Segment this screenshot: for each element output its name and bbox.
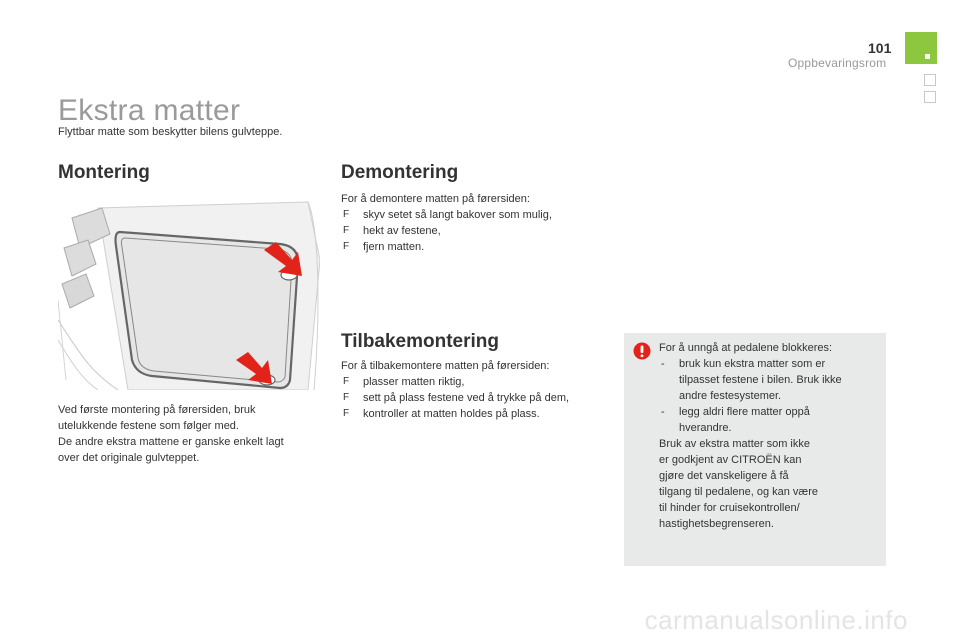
list-item: F fjern matten. bbox=[343, 241, 425, 253]
text-line: gjøre det vanskeligere å få bbox=[659, 470, 789, 482]
text-line: over det originale gulvteppet. bbox=[58, 452, 200, 464]
warning-text bbox=[659, 340, 879, 532]
section-marker-empty bbox=[924, 91, 936, 103]
demontering-text bbox=[341, 191, 611, 255]
bullet-icon: F bbox=[343, 392, 350, 403]
section-marker-empty bbox=[924, 74, 936, 86]
text-line: tilgang til pedalene, og kan være bbox=[659, 486, 818, 498]
heading-demontering: Demontering bbox=[341, 162, 459, 183]
list-item: F skyv setet så langt bakover som mulig, bbox=[343, 209, 552, 221]
montering-text bbox=[58, 402, 320, 466]
list-item: F plasser matten riktig, bbox=[343, 376, 465, 388]
section-marker bbox=[905, 32, 937, 64]
bullet-icon: F bbox=[343, 408, 350, 419]
bullet-icon: F bbox=[343, 209, 350, 220]
warning-dash-item: - bruk kun ekstra matter som er tilpasset festene i bilen. Bruk ikke andre festesystemer. bbox=[661, 358, 842, 402]
page-title: Ekstra matter bbox=[58, 94, 241, 127]
watermark: carmanualsonline.info bbox=[644, 605, 908, 635]
intro-text: For å tilbakemontere matten på førersiden: bbox=[341, 360, 550, 372]
bullet-icon: F bbox=[343, 376, 350, 387]
list-item: F hekt av festene, bbox=[343, 225, 441, 237]
text-line: Bruk av ekstra matter som ikke bbox=[659, 438, 810, 450]
text-line: De andre ekstra mattene er ganske enkelt lagt bbox=[58, 436, 284, 448]
text-line: utelukkende festene som følger med. bbox=[58, 420, 239, 432]
bullet-icon: F bbox=[343, 241, 350, 252]
warning-intro: For å unngå at pedalene blokkeres: bbox=[659, 342, 833, 354]
heading-montering: Montering bbox=[58, 162, 150, 183]
section-name: Oppbevaringsrom bbox=[788, 56, 887, 70]
warning-dash-item: - legg aldri flere matter oppå hverandre. bbox=[661, 406, 810, 434]
intro-text: For å demontere matten på førersiden: bbox=[341, 193, 530, 205]
heading-tilbakemontering: Tilbakemontering bbox=[341, 331, 500, 352]
list-item: F sett på plass festene ved å trykke på dem, bbox=[343, 392, 570, 404]
tilbakemontering-text bbox=[341, 358, 616, 422]
text-line: er godkjent av CITROËN kan bbox=[659, 454, 802, 466]
bullet-icon: F bbox=[343, 225, 350, 236]
text-line: til hinder for cruisekontrollen/ bbox=[659, 502, 800, 514]
floor-mat-illustration bbox=[58, 200, 320, 390]
warning-icon bbox=[633, 342, 651, 360]
demontering-list bbox=[341, 207, 611, 255]
page-number: 101 bbox=[868, 40, 892, 56]
page-subtitle: Flyttbar matte som beskytter bilens gulvteppe. bbox=[58, 126, 283, 138]
tilbakemontering-list bbox=[341, 374, 616, 422]
text-line: hastighetsbegrenseren. bbox=[659, 518, 774, 530]
text-line: Ved første montering på førersiden, bruk bbox=[58, 404, 256, 416]
list-item: F kontroller at matten holdes på plass. bbox=[343, 408, 540, 420]
